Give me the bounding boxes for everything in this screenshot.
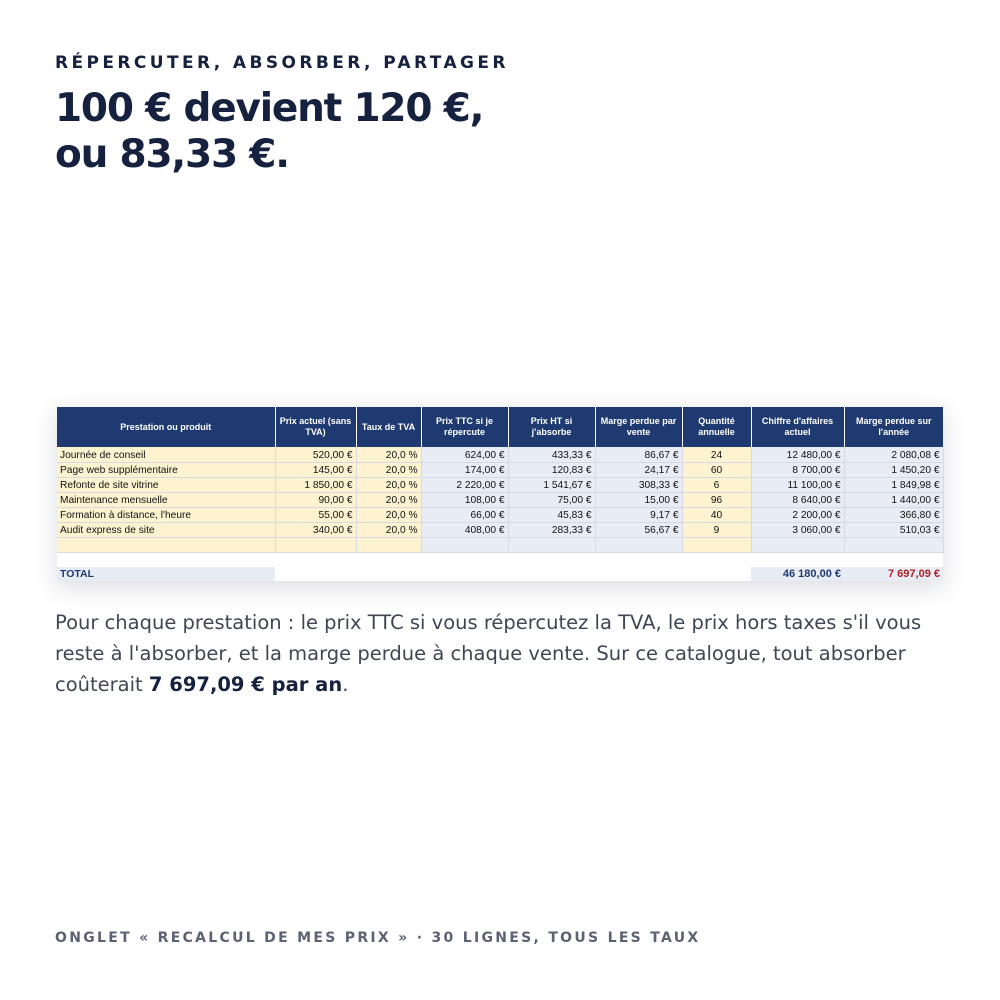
table-cell[interactable]: 2 200,00 € xyxy=(751,508,844,523)
table-cell[interactable]: 8 640,00 € xyxy=(751,493,844,508)
table-cell[interactable]: 20,0 % xyxy=(356,478,421,493)
table-row xyxy=(57,447,943,463)
empty-cell[interactable] xyxy=(275,538,356,553)
body-text-before: Pour chaque prestation : le prix TTC si vous répercutez la TVA, le prix hors taxes s'il vous reste à l'absorber, et la marge perdue à chaque vente. Sur ce catalogue, tout absorber coûterait xyxy=(55,611,922,696)
table-cell[interactable]: 20,0 % xyxy=(356,463,421,478)
table-cell[interactable]: 12 480,00 € xyxy=(751,447,844,463)
table-cell[interactable]: 3 060,00 € xyxy=(751,523,844,538)
empty-cell[interactable] xyxy=(595,538,682,553)
table-cell[interactable]: 1 850,00 € xyxy=(275,478,356,493)
body-paragraph xyxy=(55,607,945,700)
table-cell[interactable]: 308,33 € xyxy=(595,478,682,493)
table-cell[interactable]: 96 xyxy=(682,493,751,508)
total-spacer xyxy=(275,567,751,581)
empty-cell[interactable] xyxy=(844,538,943,553)
table-row xyxy=(57,478,943,493)
table-cell[interactable]: 2 220,00 € xyxy=(421,478,508,493)
table-row xyxy=(57,463,943,478)
table-cell[interactable]: 108,00 € xyxy=(421,493,508,508)
table-row xyxy=(57,493,943,508)
table-cell[interactable]: 40 xyxy=(682,508,751,523)
column-header: Prix TTC si je répercute xyxy=(421,407,508,447)
price-table xyxy=(57,407,944,581)
table-cell[interactable]: 86,67 € xyxy=(595,447,682,463)
table-cell[interactable]: 174,00 € xyxy=(421,463,508,478)
table-cell[interactable]: 433,33 € xyxy=(508,447,595,463)
table-cell[interactable]: 15,00 € xyxy=(595,493,682,508)
total-lost-margin[interactable]: 7 697,09 € xyxy=(844,567,943,581)
table-cell[interactable]: 20,0 % xyxy=(356,523,421,538)
headline-line-2: ou 83,33 €. xyxy=(55,132,289,177)
empty-cell[interactable] xyxy=(508,538,595,553)
column-header: Prix HT si j'absorbe xyxy=(508,407,595,447)
table-cell[interactable]: 340,00 € xyxy=(275,523,356,538)
gap-cell xyxy=(57,553,943,568)
table-cell[interactable]: 408,00 € xyxy=(421,523,508,538)
body-text-after: . xyxy=(342,673,349,696)
table-cell[interactable]: 55,00 € xyxy=(275,508,356,523)
table-cell[interactable]: 45,83 € xyxy=(508,508,595,523)
table-cell[interactable]: 120,83 € xyxy=(508,463,595,478)
table-cell[interactable]: 1 450,20 € xyxy=(844,463,943,478)
table-cell[interactable]: 283,33 € xyxy=(508,523,595,538)
column-header: Chiffre d'affaires actuel xyxy=(751,407,844,447)
headline xyxy=(55,86,483,178)
table-cell[interactable]: 24 xyxy=(682,447,751,463)
table-row xyxy=(57,523,943,538)
table-cell[interactable]: 60 xyxy=(682,463,751,478)
table-cell[interactable]: 8 700,00 € xyxy=(751,463,844,478)
total-revenue[interactable]: 46 180,00 € xyxy=(751,567,844,581)
table-cell[interactable]: 1 440,00 € xyxy=(844,493,943,508)
footer-caption: ONGLET « RECALCUL DE MES PRIX » · 30 LIGNES, TOUS LES TAUX xyxy=(55,930,701,946)
headline-line-1: 100 € devient 120 €, xyxy=(55,86,484,131)
table-cell[interactable]: 75,00 € xyxy=(508,493,595,508)
table-cell[interactable]: 2 080,08 € xyxy=(844,447,943,463)
table-cell[interactable]: 20,0 % xyxy=(356,493,421,508)
body-emphasis: 7 697,09 € par an xyxy=(148,673,343,696)
table-cell[interactable]: 1 849,98 € xyxy=(844,478,943,493)
table-cell[interactable]: 520,00 € xyxy=(275,447,356,463)
table-cell[interactable]: Formation à distance, l'heure xyxy=(57,508,275,523)
table-cell[interactable]: 24,17 € xyxy=(595,463,682,478)
table-cell[interactable]: 66,00 € xyxy=(421,508,508,523)
empty-cell[interactable] xyxy=(57,538,275,553)
table-cell[interactable]: 145,00 € xyxy=(275,463,356,478)
table-cell[interactable]: 20,0 % xyxy=(356,447,421,463)
column-header: Quantité annuelle xyxy=(682,407,751,447)
column-header: Prestation ou produit xyxy=(57,407,275,447)
table-cell[interactable]: 6 xyxy=(682,478,751,493)
column-header: Taux de TVA xyxy=(356,407,421,447)
empty-cell[interactable] xyxy=(682,538,751,553)
table-cell[interactable]: 90,00 € xyxy=(275,493,356,508)
table-cell[interactable]: 20,0 % xyxy=(356,508,421,523)
table-cell[interactable]: 9 xyxy=(682,523,751,538)
total-row xyxy=(57,567,943,581)
table-cell[interactable]: Journée de conseil xyxy=(57,447,275,463)
table-cell[interactable]: 1 541,67 € xyxy=(508,478,595,493)
table-header-row xyxy=(57,407,943,447)
column-header: Marge perdue sur l'année xyxy=(844,407,943,447)
empty-cell[interactable] xyxy=(356,538,421,553)
table-body xyxy=(57,447,943,581)
gap-row xyxy=(57,553,943,568)
table-cell[interactable]: Audit express de site xyxy=(57,523,275,538)
table-cell[interactable]: 9,17 € xyxy=(595,508,682,523)
column-header: Marge perdue par vente xyxy=(595,407,682,447)
table-cell[interactable]: 56,67 € xyxy=(595,523,682,538)
table-cell[interactable]: 510,03 € xyxy=(844,523,943,538)
total-label: TOTAL xyxy=(57,567,275,581)
table-cell[interactable]: Maintenance mensuelle xyxy=(57,493,275,508)
table-cell[interactable]: Refonte de site vitrine xyxy=(57,478,275,493)
table-cell[interactable]: 624,00 € xyxy=(421,447,508,463)
empty-cell[interactable] xyxy=(751,538,844,553)
table-cell[interactable]: 11 100,00 € xyxy=(751,478,844,493)
spreadsheet-screenshot xyxy=(57,407,943,581)
table-cell[interactable]: Page web supplémentaire xyxy=(57,463,275,478)
table-cell[interactable]: 366,80 € xyxy=(844,508,943,523)
kicker: RÉPERCUTER, ABSORBER, PARTAGER xyxy=(55,53,509,73)
table-row xyxy=(57,508,943,523)
column-header: Prix actuel (sans TVA) xyxy=(275,407,356,447)
empty-cell[interactable] xyxy=(421,538,508,553)
empty-row xyxy=(57,538,943,553)
